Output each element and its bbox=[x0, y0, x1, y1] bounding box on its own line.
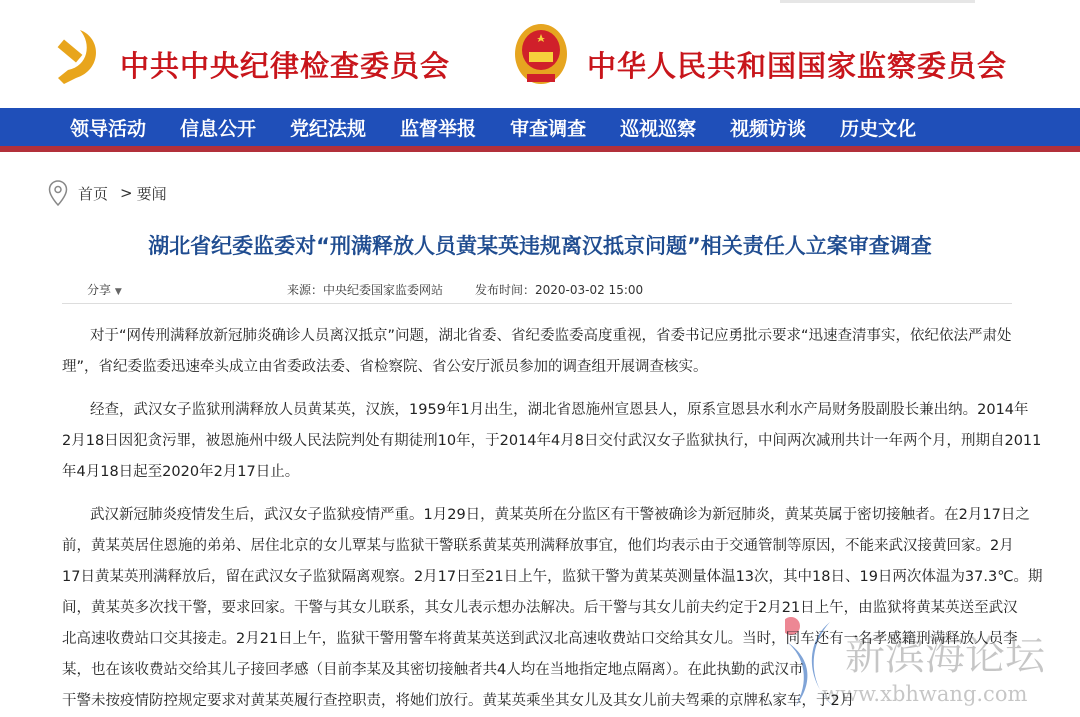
nav-divider bbox=[0, 146, 1080, 152]
breadcrumb bbox=[48, 180, 167, 206]
watermark-name: 新滨海论坛 bbox=[845, 633, 1045, 679]
nav-item[interactable]: 党纪法规 bbox=[290, 117, 367, 140]
text-line: 前，黄某英居住恩施的弟弟、居住北京的女儿覃某与监狱干警联系黄某英刑满释放事宜，他们均表示由于交通管制等原因，不能来武汉接黄回家。2月 bbox=[62, 538, 1014, 554]
watermark-url: www.xbhwang.com bbox=[822, 682, 1028, 706]
paragraph-3 bbox=[62, 500, 1043, 717]
breadcrumb-home[interactable]: 首页 bbox=[78, 184, 109, 203]
chevron-down-icon: ▼ bbox=[114, 287, 122, 297]
share-label: 分享 bbox=[87, 283, 112, 297]
text-line: 某，也在该收费站交给其儿子接回孝感（目前李某及其密切接触者共4人均在当地指定地点隔离）。在此执勤的武汉市 bbox=[62, 662, 804, 678]
search-bar[interactable] bbox=[780, 0, 975, 3]
nav-item[interactable]: 监督举报 bbox=[400, 117, 477, 140]
text-line: 对于“网传刑满释放新冠肺炎确诊人员离汉抵京”问题，湖北省委、省纪委监委高度重视，省委书记应勇批示要求“迅速查清事实，依纪依法严肃处 bbox=[90, 328, 1012, 344]
main-nav bbox=[0, 108, 1080, 146]
text-line: 间，黄某英多次找干警，要求回家。干警与其女儿联系，其女儿表示想办法解决。后干警与其女儿前夫约定于2月21日上午，由监狱将黄某英送至武汉 bbox=[62, 600, 1018, 616]
article-date: 发布时间：2020-03-02 15:00 bbox=[475, 283, 644, 297]
nav-item[interactable]: 视频访谈 bbox=[730, 117, 807, 140]
nav-item[interactable]: 审查调查 bbox=[510, 117, 587, 140]
text-line: 17日黄某英刑满释放后，留在武汉女子监狱隔离观察。2月17日至21日上午，监狱干警为黄某英测量体温13次，其中18日、19日两次体温为37.3℃。期 bbox=[62, 569, 1043, 585]
article-source: 来源：中央纪委国家监委网站 bbox=[287, 283, 444, 297]
divider bbox=[62, 303, 1012, 304]
text-line: 经查，武汉女子监狱刑满释放人员黄某英，汉族，1959年1月出生，湖北省恩施州宣恩县人，原系宣恩县水利水产局财务股副股长兼出纳。2014年 bbox=[90, 402, 1029, 418]
paragraph-1 bbox=[62, 321, 1022, 383]
text-line: 理”，省纪委监委迅速牵头成立由省委政法委、省检察院、省公安厅派员参加的调查组开展调查核实。 bbox=[62, 359, 708, 375]
location-pin-icon bbox=[48, 180, 68, 206]
text-line: 干警未按疫情防控规定要求对黄某英履行查控职责，将她们放行。黄某英乘坐其女儿及其女儿前夫驾乘的京牌私家车，于2月 bbox=[62, 693, 855, 709]
paragraph-2 bbox=[62, 395, 1042, 488]
nsc-name: 中华人民共和国国家监察委员会 bbox=[587, 49, 1008, 83]
nav-item[interactable]: 信息公开 bbox=[180, 117, 257, 140]
text-line: 武汉新冠肺炎疫情发生后，武汉女子监狱疫情严重。1月29日，黄某英所在分监区有干警被确诊为新冠肺炎，黄某英属于密切接触者。在2月17日之 bbox=[90, 507, 1030, 523]
article-title: 湖北省纪委监委对“刑满释放人员黄某英违规离汉抵京问题”相关责任人立案审查调查 bbox=[148, 234, 932, 258]
nav-item[interactable]: 历史文化 bbox=[840, 117, 917, 140]
breadcrumb-separator: > bbox=[120, 184, 133, 202]
text-line: 北高速收费站口交其接走。2月21日上午，监狱干警用警车将黄某英送到武汉北高速收费站口交给其女儿。当时，同车还有一名孝感籍刑满释放人员李 bbox=[62, 631, 1018, 647]
nav-item[interactable]: 巡视巡察 bbox=[620, 117, 697, 140]
ccdi-name: 中共中央纪律检查委员会 bbox=[120, 49, 451, 83]
national-emblem-icon bbox=[513, 22, 569, 86]
breadcrumb-current[interactable]: 要闻 bbox=[136, 184, 167, 203]
site-header bbox=[0, 0, 1080, 108]
text-line: 2月18日因犯贪污罪，被恩施州中级人民法院判处有期徒刑10年，于2014年4月8日交付武汉女子监狱执行，中间两次减刑共计一年两个月，刑期自2011 bbox=[62, 433, 1042, 449]
text-line: 年4月18日起至2020年2月17日止。 bbox=[62, 464, 300, 480]
party-emblem-icon bbox=[50, 26, 106, 86]
share-button[interactable] bbox=[87, 281, 122, 298]
nav-item[interactable]: 领导活动 bbox=[70, 117, 147, 140]
